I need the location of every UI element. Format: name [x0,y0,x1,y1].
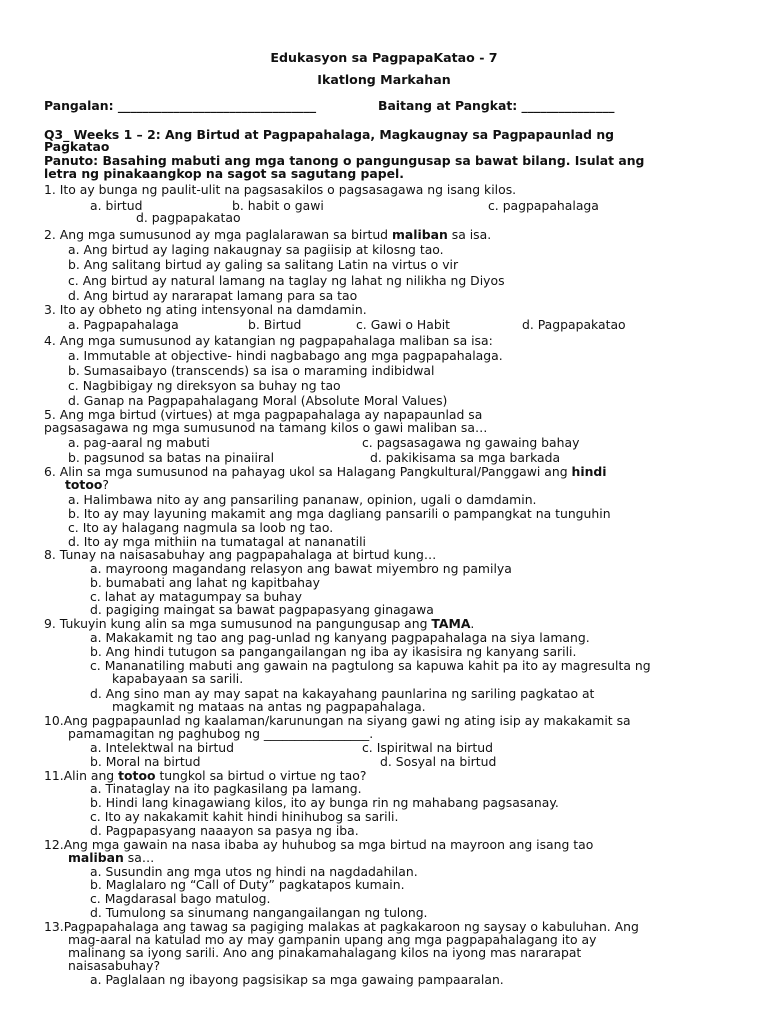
question-6-stem-end: ? [102,477,109,492]
question-12-choice-a: a. Susundin ang mga utos ng hindi na nagdadahilan. [90,864,418,879]
question-9-choice-c: c. Mananatiling mabuti ang gawain na pagtulong sa kapuwa kahit pa ito ay magresulta ng [90,658,651,673]
question-6-emphasis-2: totoo [65,477,103,492]
question-9-stem-text: 9. Tukuyin kung alin sa mga sumusunod na pangungusap ang [44,616,432,631]
question-12-stem-end: sa… [123,850,155,865]
question-9-choice-d: d. Ang sino man ay may sapat na kakayahang paunlarina ng sariling pagkatao at [90,686,595,701]
question-10-choice-b: b. Moral na birtud [90,754,201,769]
question-6-choice-a: a. Halimbawa nito ay ang pansariling pananaw, opinion, ugali o damdamin. [68,492,537,507]
question-3-choice-a: a. Pagpapahalaga [68,317,179,332]
question-5-stem-line-1: 5. Ang mga birtud (virtues) at mga pagpapahalaga ay napapaunlad sa [44,407,483,422]
question-12-stem-line-2 [68,851,154,865]
question-10-choice-c: c. Ispiritwal na birtud [362,740,493,755]
instructions-line-2: letra ng pinakaangkop na sagot sa sagutang papel. [44,166,404,181]
question-1-choice-c: c. pagpapahalaga [488,198,599,213]
question-9-choice-c-cont: kapabayaan sa sarili. [112,671,244,686]
question-6-choice-b: b. Ito ay may layuning makamit ang mga dagliang pansarili o pampangkat na tunguhin [68,506,611,521]
question-13-stem-line-1: 13.Pagpapahalaga ang tawag sa pagiging malakas at pagkakaroon ng saysay o kabuluhan. Ang [44,919,639,934]
question-5-choice-d: d. pakikisama sa mga barkada [370,450,561,465]
question-13-stem-line-2: mag-aaral na katulad mo ay may gampanin upang ang mga pagpapahalagang ito ay [68,932,597,947]
question-9-stem [44,617,474,631]
question-8-stem: 8. Tunay na naisasabuhay ang pagpapahalaga at birtud kung… [44,547,437,562]
question-4-choice-a: a. Immutable at objective- hindi nagbabago ang mga pagpapahalaga. [68,348,503,363]
question-1-choice-b: b. habit o gawi [232,198,324,213]
question-6-stem-line-2 [65,478,109,492]
question-2-choice-a: a. Ang birtud ay laging nakaugnay sa pagiisip at kilosng tao. [68,242,444,257]
question-6-emphasis: hindi [571,464,607,479]
question-9-stem-end: . [470,616,475,631]
question-5-choice-b: b. pagsunod sa batas na pinaiiral [68,450,275,465]
quarter-title: Ikatlong Markahan [317,72,451,87]
question-1-choice-d: d. pagpapakatao [136,210,241,225]
question-11-choice-d: d. Pagpapasyang naaayon sa pasya ng iba. [90,823,359,838]
question-6-choice-c: c. Ito ay halagang nagmula sa loob ng tao. [68,520,334,535]
question-12-choice-d: d. Tumulong sa sinumang nangangailangan ng tulong. [90,905,428,920]
question-2-choice-d: d. Ang birtud ay nararapat lamang para sa tao [68,288,358,303]
question-2-emphasis: maliban [391,227,448,242]
question-13-choice-a: a. Paglalaan ng ibayong pagsisikap sa mga gawaing pampaaralan. [90,972,504,987]
question-10-choice-d: d. Sosyal na birtud [380,754,497,769]
question-10-stem-line-1: 10.Ang pagpapaunlad ng kaalaman/karunungan na siyang gawi ng ating isip ay makakamit sa [44,713,631,728]
question-9-choice-b: b. Ang hindi tutugon sa pangangailangan ng iba ay ikasisira ng kanyang sarili. [90,644,577,659]
question-4-choice-c: c. Nagbibigay ng direksyon sa buhay ng tao [68,378,341,393]
question-13-stem-line-4: naisasabuhay? [68,958,161,973]
question-2-stem-end: sa isa. [447,227,492,242]
question-11-stem-end: tungkol sa birtud o virtue ng tao? [155,768,367,783]
question-4-stem: 4. Ang mga sumusunod ay katangian ng pagpapahalaga maliban sa isa: [44,333,493,348]
question-9-choice-a: a. Makakamit ng tao ang pag-unlad ng kanyang pagpapahalaga na siya lamang. [90,630,590,645]
question-11-emphasis: totoo [118,768,156,783]
question-8-choice-b: b. bumabati ang lahat ng kapitbahay [90,575,320,590]
question-13-stem-line-3: malinang sa iyong sarili. Ano ang pinakamahalagang kilos na iyong mas nararapat [68,945,582,960]
question-8-choice-d: d. pagiging maingat sa bawat pagpapasyang ginagawa [90,602,434,617]
grade-section-label: Baitang at Pangkat: _______________ [378,98,615,113]
question-3-stem: 3. Ito ay obheto ng ating intensyonal na damdamin. [44,302,367,317]
question-8-choice-a: a. mayroong magandang relasyon ang bawat miyembro ng pamilya [90,561,512,576]
question-6-choice-d: d. Ito ay mga mithiin na tumatagal at nananatili [68,534,366,549]
question-2-choice-b: b. Ang salitang birtud ay galing sa salitang Latin na virtus o vir [68,257,459,272]
instructions-line-1: Panuto: Basahing mabuti ang mga tanong o pangungusap sa bawat bilang. Isulat ang [44,153,645,168]
question-4-choice-b: b. Sumasaibayo (transcends) sa isa o maraming indibidwal [68,363,435,378]
question-10-choice-a: a. Intelektwal na birtud [90,740,235,755]
question-5-stem-line-2: pagsasagawa ng mga sumusunod na tamang kilos o gawi maliban sa… [44,420,488,435]
question-1-choice-a: a. birtud [90,198,143,213]
question-3-choice-b: b. Birtud [248,317,302,332]
question-3-choice-d: d. Pagpapakatao [522,317,626,332]
question-11-stem-text: 11.Alin ang [44,768,119,783]
question-8-choice-c: c. lahat ay matagumpay sa buhay [90,589,302,604]
topic-line-2: Pagkatao [44,139,110,154]
question-4-choice-d: d. Ganap na Pagpapahalagang Moral (Absolute Moral Values) [68,393,448,408]
question-10-stem-line-2: pamamagitan ng paghubog ng _________________. [68,726,374,741]
question-6-stem-line-1 [44,465,607,479]
question-3-choice-c: c. Gawi o Habit [356,317,450,332]
question-2-stem-text: 2. Ang mga sumusunod ay mga paglalarawan sa birtud [44,227,392,242]
question-2-stem [44,228,491,242]
worksheet-title: Edukasyon sa PagpapaKatao - 7 [270,50,498,65]
topic-line-1: Q3_ Weeks 1 – 2: Ang Birtud at Pagpapahalaga, Magkaugnay sa Pagpapaunlad ng [44,127,615,142]
question-11-choice-b: b. Hindi lang kinagawiang kilos, ito ay bunga rin ng mahabang pagsasanay. [90,795,559,810]
question-12-emphasis: maliban [68,850,124,865]
name-label: Pangalan: ________________________________ [44,98,317,113]
question-5-choice-c: c. pagsasagawa ng gawaing bahay [362,435,580,450]
question-9-choice-d-cont: magkamit ng mataas na antas ng pagpapahalaga. [112,699,426,714]
question-5-choice-a: a. pag-aaral ng mabuti [68,435,210,450]
question-12-choice-b: b. Maglalaro ng “Call of Duty” pagkatapos kumain. [90,877,405,892]
question-9-emphasis: TAMA [431,616,471,631]
question-2-choice-c: c. Ang birtud ay natural lamang na taglay ng lahat ng nilikha ng Diyos [68,273,505,288]
question-6-stem-text: 6. Alin sa mga sumusunod na pahayag ukol sa Halagang Pangkultural/Panggawi ang [44,464,572,479]
question-11-choice-c: c. Ito ay nakakamit kahit hindi hinihubog sa sarili. [90,809,399,824]
question-12-stem-line-1: 12.Ang mga gawain na nasa ibaba ay huhubog sa mga birtud na mayroon ang isang tao [44,837,594,852]
question-11-choice-a: a. Tinataglay na ito pagkasilang pa lamang. [90,781,362,796]
question-1-stem: 1. Ito ay bunga ng paulit-ulit na pagsasakilos o pagsasagawa ng isang kilos. [44,182,517,197]
question-12-choice-c: c. Magdarasal bago matulog. [90,891,271,906]
